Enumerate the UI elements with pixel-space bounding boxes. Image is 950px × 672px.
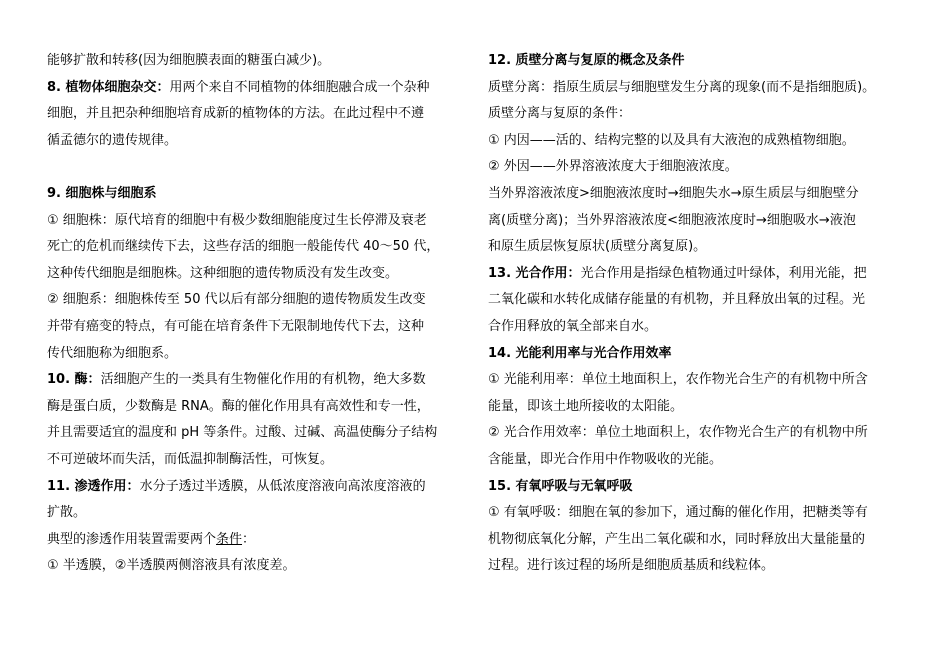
section-14-heading: 14. 光能利用率与光合作用效率 [488, 345, 672, 361]
text-line: 质壁分离与复原的条件： [488, 106, 632, 122]
section-13-term: 13. 光合作用： [488, 265, 581, 281]
text-line: 当外界溶液浓度>细胞液浓度时→细胞失水→原生质层与细胞壁分 [488, 185, 859, 201]
text-line: 循孟德尔的遗传规律。 [47, 132, 178, 148]
text-line: 并带有癌变的特点，有可能在培育条件下无限制地传代下去，这种 [47, 318, 425, 334]
text-span: 水分子透过半透膜，从低浓度溶液向高浓度溶液的 [139, 478, 426, 494]
text-span: 用两个来自不同植物的体细胞融合成一个杂种 [169, 79, 430, 95]
text-line: 能够扩散和转移(因为细胞膜表面的糖蛋白减少)。 [47, 53, 331, 68]
text-line: 并且需要适宜的温度和 pH 等条件。过酸、过碱、高温使酶分子结构 [47, 425, 438, 441]
section-8-line [47, 75, 467, 102]
section-10-term: 10. 酶： [47, 372, 101, 388]
right-column [488, 48, 908, 580]
text-line: ① 光能利用率：单位土地面积上，农作物光合生产的有机物中所含 [488, 372, 868, 388]
text-line: 和原生质层恢复原状(质壁分离复原)。 [488, 239, 707, 255]
text-span: 光合作用是指绿色植物通过叶绿体，利用光能，把 [580, 265, 867, 281]
text-line: 扩散。 [47, 505, 87, 521]
blank-line [47, 154, 467, 181]
text-line: 细胞，并且把杂种细胞培育成新的植物体的方法。在此过程中不遵 [47, 106, 425, 122]
text-line: 死亡的危机而继续传下去，这些存活的细胞一般能传代 40～50 代， [47, 239, 440, 255]
text-line: ② 细胞系：细胞株传至 50 代以后有部分细胞的遗传物质发生改变 [47, 292, 426, 308]
text-line: 质壁分离：指原生质层与细胞壁发生分离的现象(而不是指细胞质)。 [488, 79, 876, 95]
text-line: 离(质壁分离)；当外界溶液浓度<细胞液浓度时→细胞吸水→液泡 [488, 212, 856, 228]
text-line: 机物彻底氧化分解，产生出二氧化碳和水，同时释放出大量能量的 [488, 531, 866, 547]
section-8-term: 8. 植物体细胞杂交： [47, 79, 170, 95]
text-line [47, 527, 467, 554]
left-column [47, 48, 467, 580]
text-line: 过程。进行该过程的场所是细胞质基质和线粒体。 [488, 558, 775, 574]
text-line: ② 外因——外界溶液浓度大于细胞液浓度。 [488, 159, 738, 175]
section-10-line [47, 367, 467, 394]
text-line: 能量，即该土地所接收的太阳能。 [488, 398, 684, 414]
text-span: 活细胞产生的一类具有生物催化作用的有机物，绝大多数 [100, 372, 426, 388]
text-line: ① 有氧呼吸：细胞在氧的参加下，通过酶的催化作用，把糖类等有 [488, 505, 868, 521]
section-12-heading: 12. 质壁分离与复原的概念及条件 [488, 53, 685, 68]
section-15-heading: 15. 有氧呼吸与无氧呼吸 [488, 478, 633, 494]
text-line: 含能量，即光合作用中作物吸收的光能。 [488, 451, 723, 467]
section-11-term: 11. 渗透作用： [47, 478, 140, 494]
text-line: 酶是蛋白质，少数酶是 RNA。酶的催化作用具有高效性和专一性， [47, 398, 430, 414]
text-line: ① 半透膜，②半透膜两侧溶液具有浓度差。 [47, 558, 296, 574]
text-span: ： [242, 531, 256, 547]
underlined-term: 条件 [216, 531, 243, 547]
text-line: 这种传代细胞是细胞株。这种细胞的遗传物质没有发生改变。 [47, 265, 399, 281]
text-line: 合作用释放的氧全部来自水。 [488, 318, 658, 334]
text-line: ② 光合作用效率：单位土地面积上，农作物光合生产的有机物中所 [488, 425, 868, 441]
text-line: 传代细胞称为细胞系。 [47, 345, 178, 361]
text-line: 不可逆破坏而失活，而低温抑制酶活性，可恢复。 [47, 451, 334, 467]
text-line: ① 细胞株：原代培育的细胞中有极少数细胞能度过生长停滞及衰老 [47, 212, 427, 228]
text-line: ① 内因——活的、结构完整的以及具有大液泡的成熟植物细胞。 [488, 132, 855, 148]
section-9-heading: 9. 细胞株与细胞系 [47, 185, 157, 201]
text-span: 典型的渗透作用装置需要两个 [47, 531, 217, 547]
section-11-line [47, 474, 467, 501]
section-13-line [488, 261, 908, 288]
text-line: 二氧化碳和水转化成储存能量的有机物，并且释放出氧的过程。光 [488, 292, 866, 308]
